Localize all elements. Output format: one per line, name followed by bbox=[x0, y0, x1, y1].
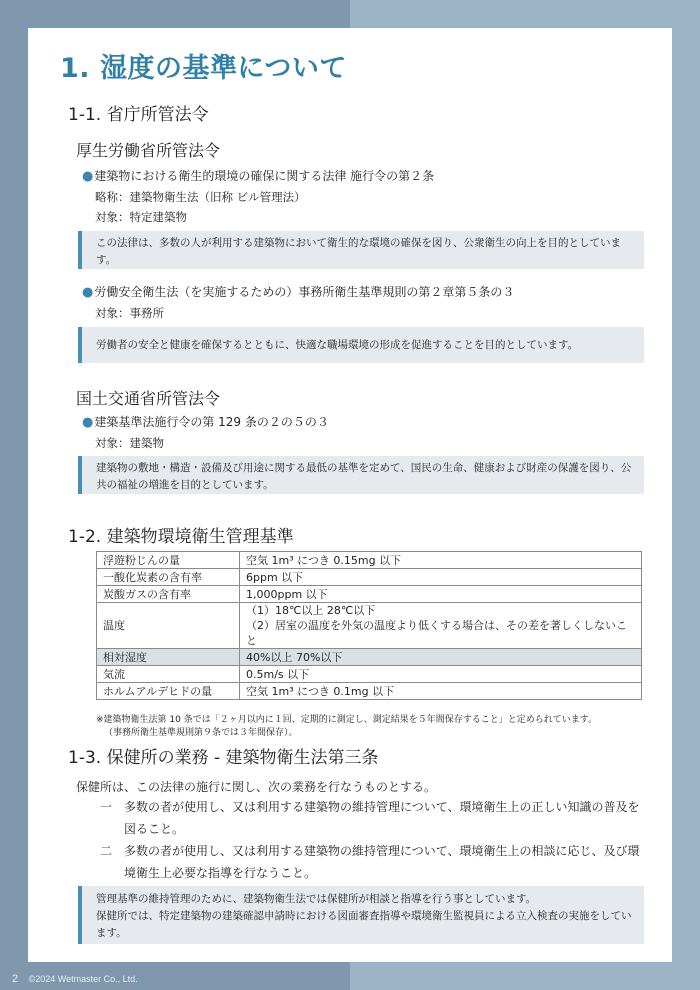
table-row-highlighted bbox=[97, 649, 642, 666]
top-band bbox=[0, 0, 700, 28]
law-name: 労働安全衛生法（を実施するための）事務所衛生基準規則の第２章第５条の３ bbox=[94, 285, 515, 299]
temperature-line-1: （1）18℃以上 28℃以下 bbox=[246, 604, 376, 617]
health-center-note bbox=[78, 886, 644, 944]
table-cell-key: ホルムアルデヒドの量 bbox=[97, 683, 240, 700]
table-row bbox=[97, 666, 642, 683]
table-cell-key: 相対湿度 bbox=[97, 649, 240, 666]
item-text: 多数の者が使用し、又は利用する建築物の維持管理について、環境衛生上の正しい知識の普及を図ること。 bbox=[124, 800, 640, 836]
item-number: 二 bbox=[100, 844, 113, 858]
bullet-icon: ● bbox=[82, 169, 94, 184]
law-note: この法律は、多数の人が利用する建築物において衛生的な環境の確保を図り、公衆衛生の向上を目的としています。 bbox=[78, 231, 644, 269]
law-building-standards bbox=[82, 413, 329, 430]
table-cell-value: 0.5m/s 以下 bbox=[240, 666, 642, 683]
section-1-1-heading: 1-1. 省庁所管法令 bbox=[68, 105, 209, 125]
law-name: 建築物における衛生的環境の確保に関する法律 施行令の第２条 bbox=[94, 169, 435, 183]
bullet-icon: ● bbox=[82, 285, 94, 300]
health-center-lead: 保健所は、この法律の施行に関し、次の業務を行なうものとする。 bbox=[76, 780, 437, 794]
table-cell-key: 浮遊粉じんの量 bbox=[97, 552, 240, 569]
law-note: 労働者の安全と健康を確保するとともに、快適な職場環境の形成を促進することを目的としています。 bbox=[78, 327, 644, 363]
table-row bbox=[97, 569, 642, 586]
item-text: 多数の者が使用し、又は利用する建築物の維持管理について、環境衛生上の相談に応じ、及び環境衛生上必要な指導を行なうこと。 bbox=[124, 844, 640, 880]
mhlw-heading: 厚生労働省所管法令 bbox=[76, 141, 221, 160]
note-line: 管理基準の維持管理のために、建築物衛生法では保健所が相談と指導を行う事としています。 bbox=[96, 893, 537, 905]
table-cell-key: 炭酸ガスの含有率 bbox=[97, 586, 240, 603]
footnote-line: ※建築物衛生法第 10 条では「２ヶ月以内に１回、定期的に測定し、測定結果を５年間保存すること」と定められています。 bbox=[96, 715, 597, 725]
temperature-line-2: （2）居室の温度を外気の温度より低くする場合は、その差を著しくしないこと bbox=[246, 619, 627, 647]
footnote-line: （事務所衛生基準規則第９条では３年間保存）。 bbox=[104, 728, 298, 738]
table-cell-key: 一酸化炭素の含有率 bbox=[97, 569, 240, 586]
law-occupational-safety bbox=[82, 283, 514, 300]
table-cell-key: 気流 bbox=[97, 666, 240, 683]
table-footnote bbox=[96, 714, 656, 740]
page-title: 1. 湿度の基準について bbox=[60, 53, 347, 84]
table-cell-value: 40%以上 70%以下 bbox=[240, 649, 642, 666]
table-cell-value: 6ppm 以下 bbox=[240, 569, 642, 586]
item-number: 一 bbox=[100, 800, 113, 814]
table-row bbox=[97, 603, 642, 649]
note-line: 保健所では、特定建築物の建築確認申請時における図面審査指導や環境衛生監視員による立入検査の実施をしています。 bbox=[96, 910, 632, 939]
law-target: 対象：建築物 bbox=[95, 436, 164, 450]
list-item bbox=[100, 796, 648, 840]
section-1-2-heading: 1-2. 建築物環境衛生管理基準 bbox=[68, 527, 294, 547]
mlit-heading: 国土交通省所管法令 bbox=[76, 389, 221, 408]
list-item bbox=[100, 840, 648, 884]
law-building-hygiene bbox=[82, 167, 434, 184]
table-cell-value: 空気 1m³ につき 0.15mg 以下 bbox=[240, 552, 642, 569]
left-frame bbox=[0, 0, 28, 990]
section-1-3-heading: 1-3. 保健所の業務 - 建築物衛生法第三条 bbox=[68, 748, 379, 768]
table-cell-value: 1,000ppm 以下 bbox=[240, 586, 642, 603]
page-footer bbox=[12, 973, 138, 985]
law-target: 対象：事務所 bbox=[95, 306, 164, 320]
right-frame bbox=[672, 0, 700, 990]
table-cell-key: 温度 bbox=[97, 603, 240, 649]
bullet-icon: ● bbox=[82, 415, 94, 430]
law-abbr: 略称：建築物衛生法（旧称 ビル管理法） bbox=[95, 190, 306, 204]
document-page bbox=[28, 28, 672, 962]
law-target: 対象：特定建築物 bbox=[95, 210, 187, 224]
page-number: 2 bbox=[12, 973, 19, 985]
copyright: ©2024 Wetmaster Co., Ltd. bbox=[28, 974, 138, 984]
law-name: 建築基準法施行令の第 129 条の２の５の３ bbox=[94, 415, 329, 429]
table-cell-value: 空気 1m³ につき 0.1mg 以下 bbox=[240, 683, 642, 700]
law-note: 建築物の敷地・構造・設備及び用途に関する最低の基準を定めて、国民の生命、健康および財産の保護を図り、公共の福祉の増進を目的としています。 bbox=[78, 456, 644, 494]
table-row bbox=[97, 586, 642, 603]
table-row bbox=[97, 683, 642, 700]
table-row bbox=[97, 552, 642, 569]
hygiene-standards-table bbox=[96, 551, 642, 700]
table-cell-value bbox=[240, 603, 642, 649]
